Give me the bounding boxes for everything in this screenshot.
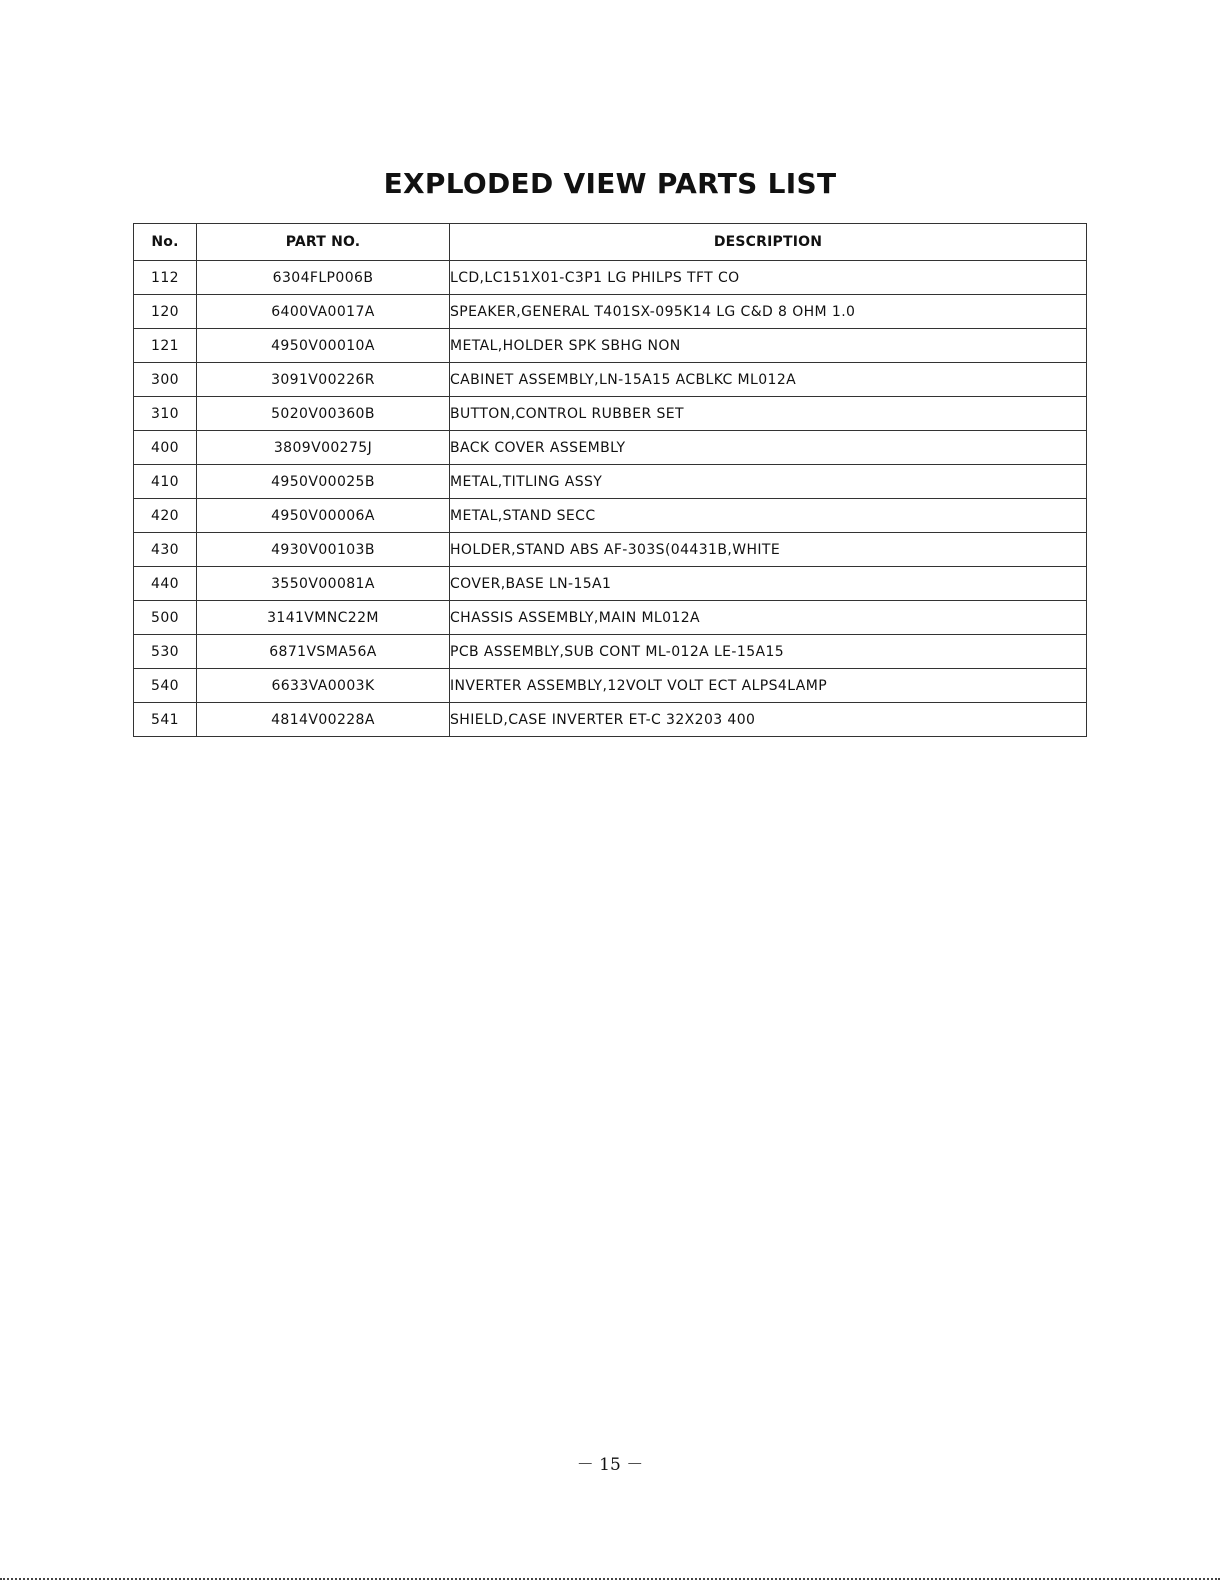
table-row bbox=[134, 703, 1087, 737]
header-row bbox=[134, 224, 1087, 261]
table-row bbox=[134, 363, 1087, 397]
column-header-description: DESCRIPTION bbox=[450, 224, 1087, 261]
cell-part-no: 4950V00025B bbox=[197, 465, 450, 499]
cell-description: CABINET ASSEMBLY,LN-15A15 ACBLKC ML012A bbox=[450, 363, 1087, 397]
table-row bbox=[134, 397, 1087, 431]
cell-part-no: 4930V00103B bbox=[197, 533, 450, 567]
table-row bbox=[134, 329, 1087, 363]
cell-description: SHIELD,CASE INVERTER ET-C 32X203 400 bbox=[450, 703, 1087, 737]
cell-description: METAL,TITLING ASSY bbox=[450, 465, 1087, 499]
cell-part-no: 6400VA0017A bbox=[197, 295, 450, 329]
table-header bbox=[134, 224, 1087, 261]
cell-part-no: 4950V00010A bbox=[197, 329, 450, 363]
column-header-part-no: PART NO. bbox=[197, 224, 450, 261]
cell-description: PCB ASSEMBLY,SUB CONT ML-012A LE-15A15 bbox=[450, 635, 1087, 669]
table-row bbox=[134, 567, 1087, 601]
cell-no: 310 bbox=[134, 397, 197, 431]
cell-part-no: 3091V00226R bbox=[197, 363, 450, 397]
cell-no: 112 bbox=[134, 261, 197, 295]
table-row bbox=[134, 669, 1087, 703]
bottom-dotted-rule bbox=[0, 1578, 1220, 1580]
cell-no: 500 bbox=[134, 601, 197, 635]
cell-no: 300 bbox=[134, 363, 197, 397]
cell-part-no: 3550V00081A bbox=[197, 567, 450, 601]
parts-table bbox=[133, 223, 1087, 737]
table-row bbox=[134, 601, 1087, 635]
cell-part-no: 3141VMNC22M bbox=[197, 601, 450, 635]
cell-part-no: 5020V00360B bbox=[197, 397, 450, 431]
cell-no: 541 bbox=[134, 703, 197, 737]
cell-description: METAL,STAND SECC bbox=[450, 499, 1087, 533]
cell-description: COVER,BASE LN-15A1 bbox=[450, 567, 1087, 601]
cell-no: 530 bbox=[134, 635, 197, 669]
cell-description: BUTTON,CONTROL RUBBER SET bbox=[450, 397, 1087, 431]
cell-description: LCD,LC151X01-C3P1 LG PHILPS TFT CO bbox=[450, 261, 1087, 295]
cell-description: HOLDER,STAND ABS AF-303S(04431B,WHITE bbox=[450, 533, 1087, 567]
cell-part-no: 6871VSMA56A bbox=[197, 635, 450, 669]
table-row bbox=[134, 431, 1087, 465]
cell-description: CHASSIS ASSEMBLY,MAIN ML012A bbox=[450, 601, 1087, 635]
cell-no: 540 bbox=[134, 669, 197, 703]
column-header-no: No. bbox=[134, 224, 197, 261]
cell-description: INVERTER ASSEMBLY,12VOLT VOLT ECT ALPS4LAMP bbox=[450, 669, 1087, 703]
table-row bbox=[134, 499, 1087, 533]
cell-part-no: 4950V00006A bbox=[197, 499, 450, 533]
table-row bbox=[134, 635, 1087, 669]
cell-part-no: 6633VA0003K bbox=[197, 669, 450, 703]
cell-no: 120 bbox=[134, 295, 197, 329]
table-body bbox=[134, 261, 1087, 737]
cell-no: 400 bbox=[134, 431, 197, 465]
cell-description: BACK COVER ASSEMBLY bbox=[450, 431, 1087, 465]
cell-part-no: 6304FLP006B bbox=[197, 261, 450, 295]
cell-no: 430 bbox=[134, 533, 197, 567]
table-row bbox=[134, 465, 1087, 499]
cell-no: 440 bbox=[134, 567, 197, 601]
cell-part-no: 4814V00228A bbox=[197, 703, 450, 737]
page-title: EXPLODED VIEW PARTS LIST bbox=[383, 166, 837, 200]
cell-no: 121 bbox=[134, 329, 197, 363]
table-row bbox=[134, 295, 1087, 329]
cell-description: SPEAKER,GENERAL T401SX-095K14 LG C&D 8 OHM 1.0 bbox=[450, 295, 1087, 329]
table-row bbox=[134, 261, 1087, 295]
cell-part-no: 3809V00275J bbox=[197, 431, 450, 465]
cell-no: 420 bbox=[134, 499, 197, 533]
table-row bbox=[134, 533, 1087, 567]
cell-description: METAL,HOLDER SPK SBHG NON bbox=[450, 329, 1087, 363]
cell-no: 410 bbox=[134, 465, 197, 499]
page-number: － 15 － bbox=[576, 1455, 644, 1475]
